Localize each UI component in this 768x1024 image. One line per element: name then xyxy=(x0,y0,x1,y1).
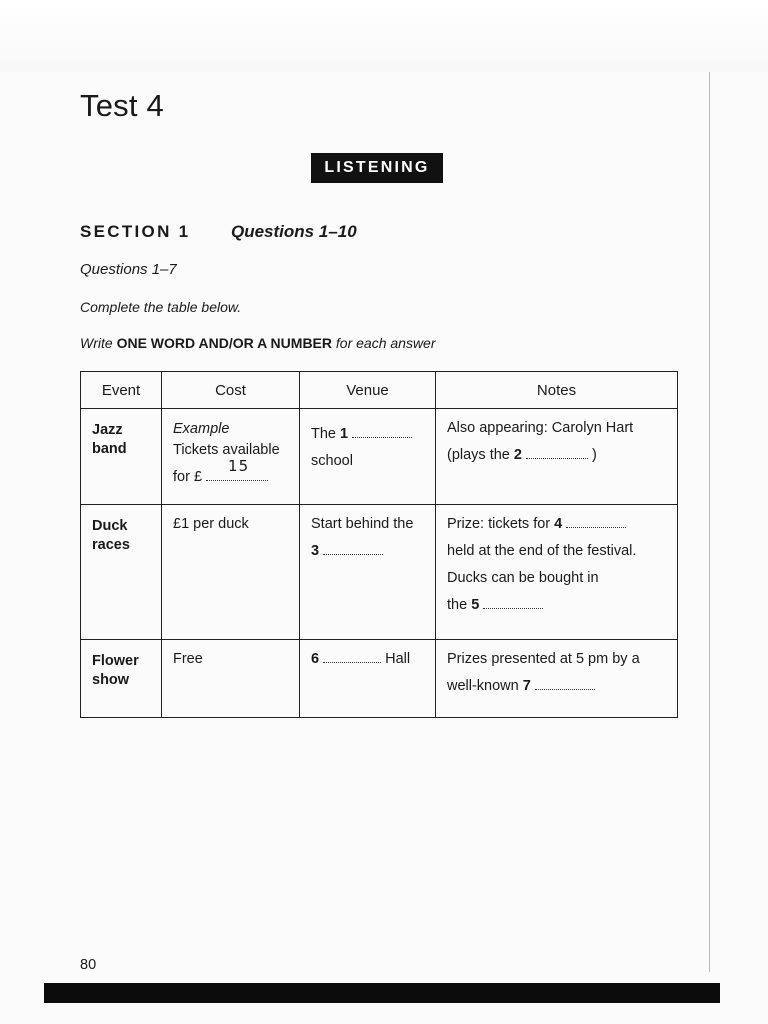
answer-blank[interactable] xyxy=(206,457,268,481)
page-title: Test 4 xyxy=(80,88,164,123)
venue-text: school xyxy=(311,453,353,469)
question-number: 1 xyxy=(340,426,349,442)
event-cell xyxy=(81,640,162,718)
cost-cell xyxy=(162,409,300,505)
answer-blank[interactable] xyxy=(323,650,381,663)
notes-cell xyxy=(436,409,678,505)
question-number: 3 xyxy=(311,543,320,559)
venue-text: The xyxy=(311,426,336,442)
question-number: 7 xyxy=(522,678,531,694)
header-venue: Venue xyxy=(300,372,436,409)
notes-text: Also appearing: Carolyn Hart xyxy=(447,420,634,436)
notes-cell xyxy=(436,505,678,640)
scan-edge-line xyxy=(709,72,710,972)
event-name-line: band xyxy=(92,441,127,457)
answer-blank[interactable] xyxy=(535,677,595,690)
cost-cell xyxy=(162,640,300,718)
event-name-line: Duck xyxy=(92,518,128,534)
example-label: Example xyxy=(173,421,230,437)
event-name-line: Flower xyxy=(92,653,139,669)
question-number: 4 xyxy=(554,516,563,532)
venue-cell xyxy=(300,409,436,505)
cost-text: Free xyxy=(173,651,203,667)
handwritten-answer: 15 xyxy=(228,457,250,476)
scan-margin xyxy=(0,0,768,72)
event-cell xyxy=(81,505,162,640)
cost-line: for £ xyxy=(173,469,203,485)
notes-text: Prize: tickets for xyxy=(447,516,551,532)
notes-text: Ducks can be bought in xyxy=(447,570,599,586)
event-cell xyxy=(81,409,162,505)
notes-cell xyxy=(436,640,678,718)
page-number: 80 xyxy=(80,957,97,973)
table-row xyxy=(81,409,678,505)
answer-blank[interactable] xyxy=(323,542,383,555)
table-row xyxy=(81,505,678,640)
notes-text: held at the end of the festival. xyxy=(447,543,637,559)
word-limit: ONE WORD AND/OR A NUMBER xyxy=(116,335,332,351)
venue-text: Hall xyxy=(385,651,411,667)
notes-text: the xyxy=(447,597,468,613)
venue-cell xyxy=(300,505,436,640)
cost-cell xyxy=(162,505,300,640)
header-cost: Cost xyxy=(162,372,300,409)
cost-text: £1 per duck xyxy=(173,516,249,532)
notes-text: (plays the xyxy=(447,447,510,463)
header-event: Event xyxy=(81,372,162,409)
festival-table xyxy=(80,371,678,718)
question-number: 6 xyxy=(311,651,320,667)
section-questions: Questions 1–10 xyxy=(231,222,357,241)
notes-text: well-known xyxy=(447,678,519,694)
notes-text: ) xyxy=(592,447,597,463)
question-number: 2 xyxy=(513,447,522,463)
write-prefix: Write xyxy=(80,335,113,351)
question-number: 5 xyxy=(471,597,480,613)
subsection-questions: Questions 1–7 xyxy=(80,261,177,278)
listening-banner: LISTENING xyxy=(311,153,443,183)
instruction-word-limit xyxy=(80,335,436,351)
scan-bottom-bar xyxy=(44,983,720,1003)
cost-line: Tickets available xyxy=(173,442,280,458)
answer-blank[interactable] xyxy=(526,446,588,459)
header-notes: Notes xyxy=(436,372,678,409)
answer-blank[interactable] xyxy=(483,596,543,609)
table-row xyxy=(81,640,678,718)
venue-cell xyxy=(300,640,436,718)
event-name-line: Jazz xyxy=(92,422,123,438)
answer-blank[interactable] xyxy=(566,515,626,528)
table-header-row xyxy=(81,372,678,409)
write-suffix: for each answer xyxy=(335,335,436,351)
section-label: SECTION 1 xyxy=(80,222,191,241)
event-name-line: show xyxy=(92,672,130,688)
event-name-line: races xyxy=(92,537,130,553)
venue-text: Start behind the xyxy=(311,516,414,532)
instruction-complete-table: Complete the table below. xyxy=(80,299,242,315)
answer-blank[interactable] xyxy=(352,425,412,438)
notes-text: Prizes presented at 5 pm by a xyxy=(447,651,640,667)
